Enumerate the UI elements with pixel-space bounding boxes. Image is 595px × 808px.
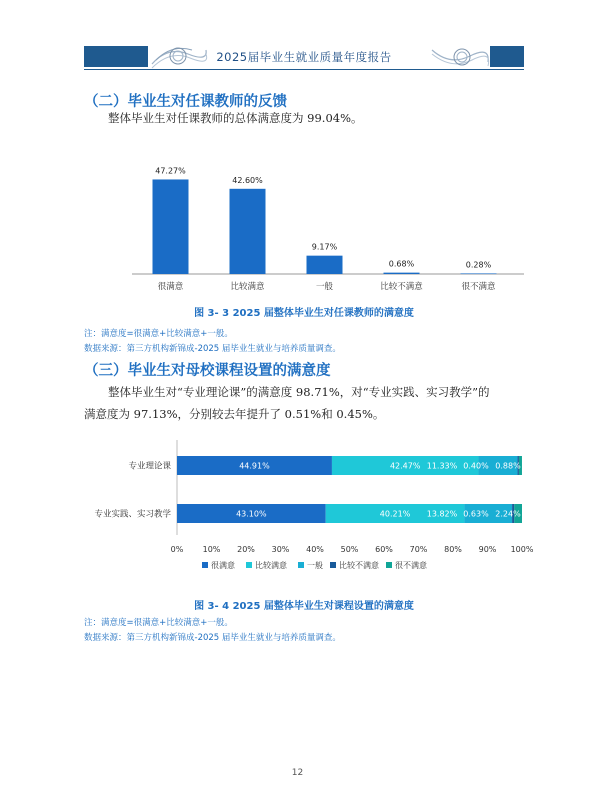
legend-swatch xyxy=(386,562,392,568)
x-tick-label: 70% xyxy=(409,545,428,554)
bar-value-label: 9.17% xyxy=(311,242,338,252)
bar xyxy=(461,273,497,274)
legend-label: 很满意 xyxy=(211,561,235,570)
x-tick-label: 30% xyxy=(271,545,290,554)
figure-source-3-3: 数据来源：第三方机构新锦成-2025 届毕业生就业与培养质量调查。 xyxy=(84,344,341,354)
y-category-label: 专业实践、实习教学 xyxy=(94,509,171,520)
section-paragraph-teachers: 整体毕业生对任课教师的总体满意度为 99.04%。 xyxy=(108,111,363,125)
figure-note-3-3: 注：满意度=很满意+比较满意+一般。 xyxy=(84,329,233,339)
bar-value-label: 42.60% xyxy=(232,175,263,185)
segment-value-label: 40.21% xyxy=(379,509,411,519)
x-tick-label: 一般 xyxy=(315,282,334,292)
x-tick-label: 90% xyxy=(478,545,497,554)
legend-label: 比较不满意 xyxy=(339,561,379,570)
page-number: 12 xyxy=(291,768,304,778)
section-paragraph-courses-line1: 整体毕业生对“专业理论课”的满意度 98.71%，对“专业实践、实习教学”的 xyxy=(108,385,490,399)
segment-value-label: 0.63% xyxy=(463,509,489,519)
segment-value-label: 42.47% xyxy=(389,461,421,471)
bar-value-label: 0.28% xyxy=(465,260,492,270)
x-tick-label: 很不满意 xyxy=(461,282,496,292)
bar xyxy=(153,179,189,274)
x-tick-label: 很满意 xyxy=(157,282,184,292)
header-swirl-right-icon xyxy=(430,44,490,70)
segment-value-label: 2.24% xyxy=(495,509,521,519)
course-satisfaction-stacked-bar-chart xyxy=(84,440,540,585)
teacher-satisfaction-bar-chart xyxy=(84,155,524,297)
section-paragraph-courses-line2: 满意度为 97.13%，分别较去年提升了 0.51%和 0.45%。 xyxy=(84,407,385,421)
figure-source-3-4: 数据来源：第三方机构新锦成-2025 届毕业生就业与培养质量调查。 xyxy=(84,633,341,643)
legend-swatch xyxy=(246,562,252,568)
segment-value-label: 44.91% xyxy=(239,461,270,471)
x-tick-label: 0% xyxy=(170,545,184,554)
section-title-teachers: （二）毕业生对任课教师的反馈 xyxy=(84,94,287,110)
header-rule xyxy=(84,69,524,70)
y-category-label: 专业理论课 xyxy=(128,461,171,472)
bar xyxy=(384,273,420,274)
x-tick-label: 80% xyxy=(444,545,462,554)
segment-value-label: 13.82% xyxy=(426,509,458,519)
figure-caption-3-4: 图 3- 4 2025 届整体毕业生对课程设置的满意度 xyxy=(194,601,414,612)
bar xyxy=(307,256,343,274)
legend-label: 比较满意 xyxy=(255,561,287,570)
x-tick-label: 40% xyxy=(306,545,324,554)
figure-caption-3-3: 图 3- 3 2025 届整体毕业生对任课教师的满意度 xyxy=(194,308,414,319)
figure-note-3-4: 注：满意度=很满意+比较满意+一般。 xyxy=(84,618,233,628)
legend-swatch xyxy=(298,562,304,568)
x-tick-label: 50% xyxy=(340,545,359,554)
x-tick-label: 20% xyxy=(237,545,255,554)
x-tick-label: 100% xyxy=(510,545,534,554)
bar-value-label: 0.68% xyxy=(388,259,415,269)
x-tick-label: 比较不满意 xyxy=(380,282,423,292)
x-tick-label: 比较满意 xyxy=(230,282,265,292)
header-title: 2025届毕业生就业质量年度报告 xyxy=(216,50,392,64)
segment-value-label: 11.33% xyxy=(426,461,458,471)
segment-value-label: 43.10% xyxy=(236,509,267,519)
segment-value-label: 0.88% xyxy=(495,461,521,471)
bar-value-label: 47.27% xyxy=(155,166,186,176)
legend-label: 很不满意 xyxy=(395,561,427,570)
segment-value-label: 0.40% xyxy=(463,461,489,471)
x-tick-label: 10% xyxy=(202,545,221,554)
bar xyxy=(230,189,266,274)
legend-label: 一般 xyxy=(307,561,323,570)
legend-swatch xyxy=(202,562,208,568)
x-tick-label: 60% xyxy=(375,545,393,554)
section-title-courses: （三）毕业生对母校课程设置的满意度 xyxy=(84,363,331,379)
legend-swatch xyxy=(330,562,336,568)
